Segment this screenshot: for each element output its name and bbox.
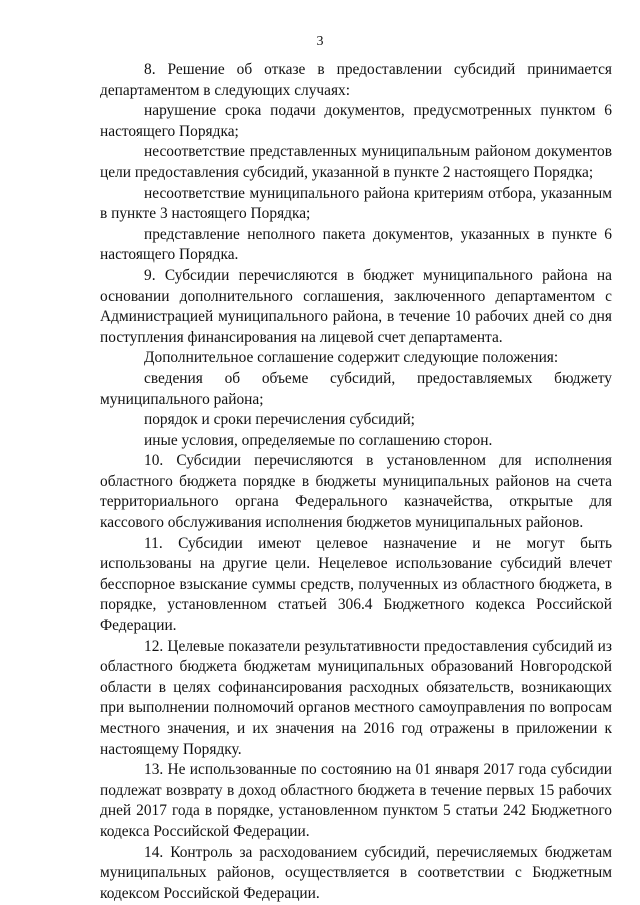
paragraph-10-treasury: 10. Субсидии перечисляются в установленном для исполнения областного бюджета порядке в бюджеты муниципальных районов на счета территориального органа Федерального казначейства, открытые для кассового обслуживания исполнения бюджетов муниципальных районов.	[100, 452, 612, 532]
list-item-subsidy-amount: сведения об объеме субсидий, предоставляемых бюджету муниципального района;	[100, 369, 612, 408]
list-item-transfer-terms: порядок и сроки перечисления субсидий;	[144, 411, 415, 429]
page-number: 3	[316, 34, 324, 49]
paragraph-11-purpose: 11. Субсидии имеют целевое назначение и не могут быть использованы на другие цели. Нецелевое использование субсидий влечет бесспорное взыскание суммы средств, полученных из областного бюджета, в порядке, установленном статьей 306.4 Бюджетного кодекса Российской Федерации.	[100, 534, 612, 635]
list-item-incomplete-package: представление неполного пакета документов, указанных в пункте 6 настоящего Порядка.	[100, 225, 612, 264]
list-item-purpose-mismatch: несоответствие представленных муниципальным районом документов цели предоставления субсидий, указанной в пункте 2 настоящего Порядка;	[100, 143, 612, 181]
paragraph-13-refund: 13. Не использованные по состоянию на 01 января 2017 года субсидии подлежат возврату в доход областного бюджета в течение первых 15 рабочих дней 2017 года в порядке, установленном пунктом 5 статьи 242 Бюджетного кодекса Российской Федерации.	[100, 761, 612, 840]
agreement-provisions-intro: Дополнительное соглашение содержит следующие положения:	[144, 349, 559, 367]
list-item-other-conditions: иные условия, определяемые по соглашению сторон.	[144, 431, 493, 449]
paragraph-12-indicators: 12. Целевые показатели результативности предоставления субсидий из областного бюджета бюджетам муниципальных образований Новгородской области в целях софинансирования расходных обязательств, возникающих при выполнении полномочий органов местного самоуправления по вопросам местного значения, и их значения на 2016 год отражены в приложении к настоящему Порядку.	[100, 637, 612, 758]
list-item-criteria-mismatch: несоответствие муниципального района критериям отбора, указанным в пункте 3 настоящего Порядка;	[100, 184, 612, 223]
list-item-deadline-violation: нарушение срока подачи документов, предусмотренных пунктом 6 настоящего Порядка;	[100, 102, 612, 140]
paragraph-8-refusal-grounds: 8. Решение об отказе в предоставлении субсидий принимается департаментом в следующих случаях:	[100, 61, 612, 99]
paragraph-14-control: 14. Контроль за расходованием субсидий, перечисляемых бюджетам муниципальных районов, осуществляется в соответствии с Бюджетным кодексом Российской Федерации.	[100, 843, 612, 902]
paragraph-9-transfer: 9. Субсидии перечисляются в бюджет муниципального района на основании дополнительного соглашения, заключенного департаментом с Администрацией муниципального района, в течение 10 рабочих дней со дня поступления финансирования на лицевой счет департамента.	[100, 266, 612, 346]
document-body	[100, 60, 612, 904]
